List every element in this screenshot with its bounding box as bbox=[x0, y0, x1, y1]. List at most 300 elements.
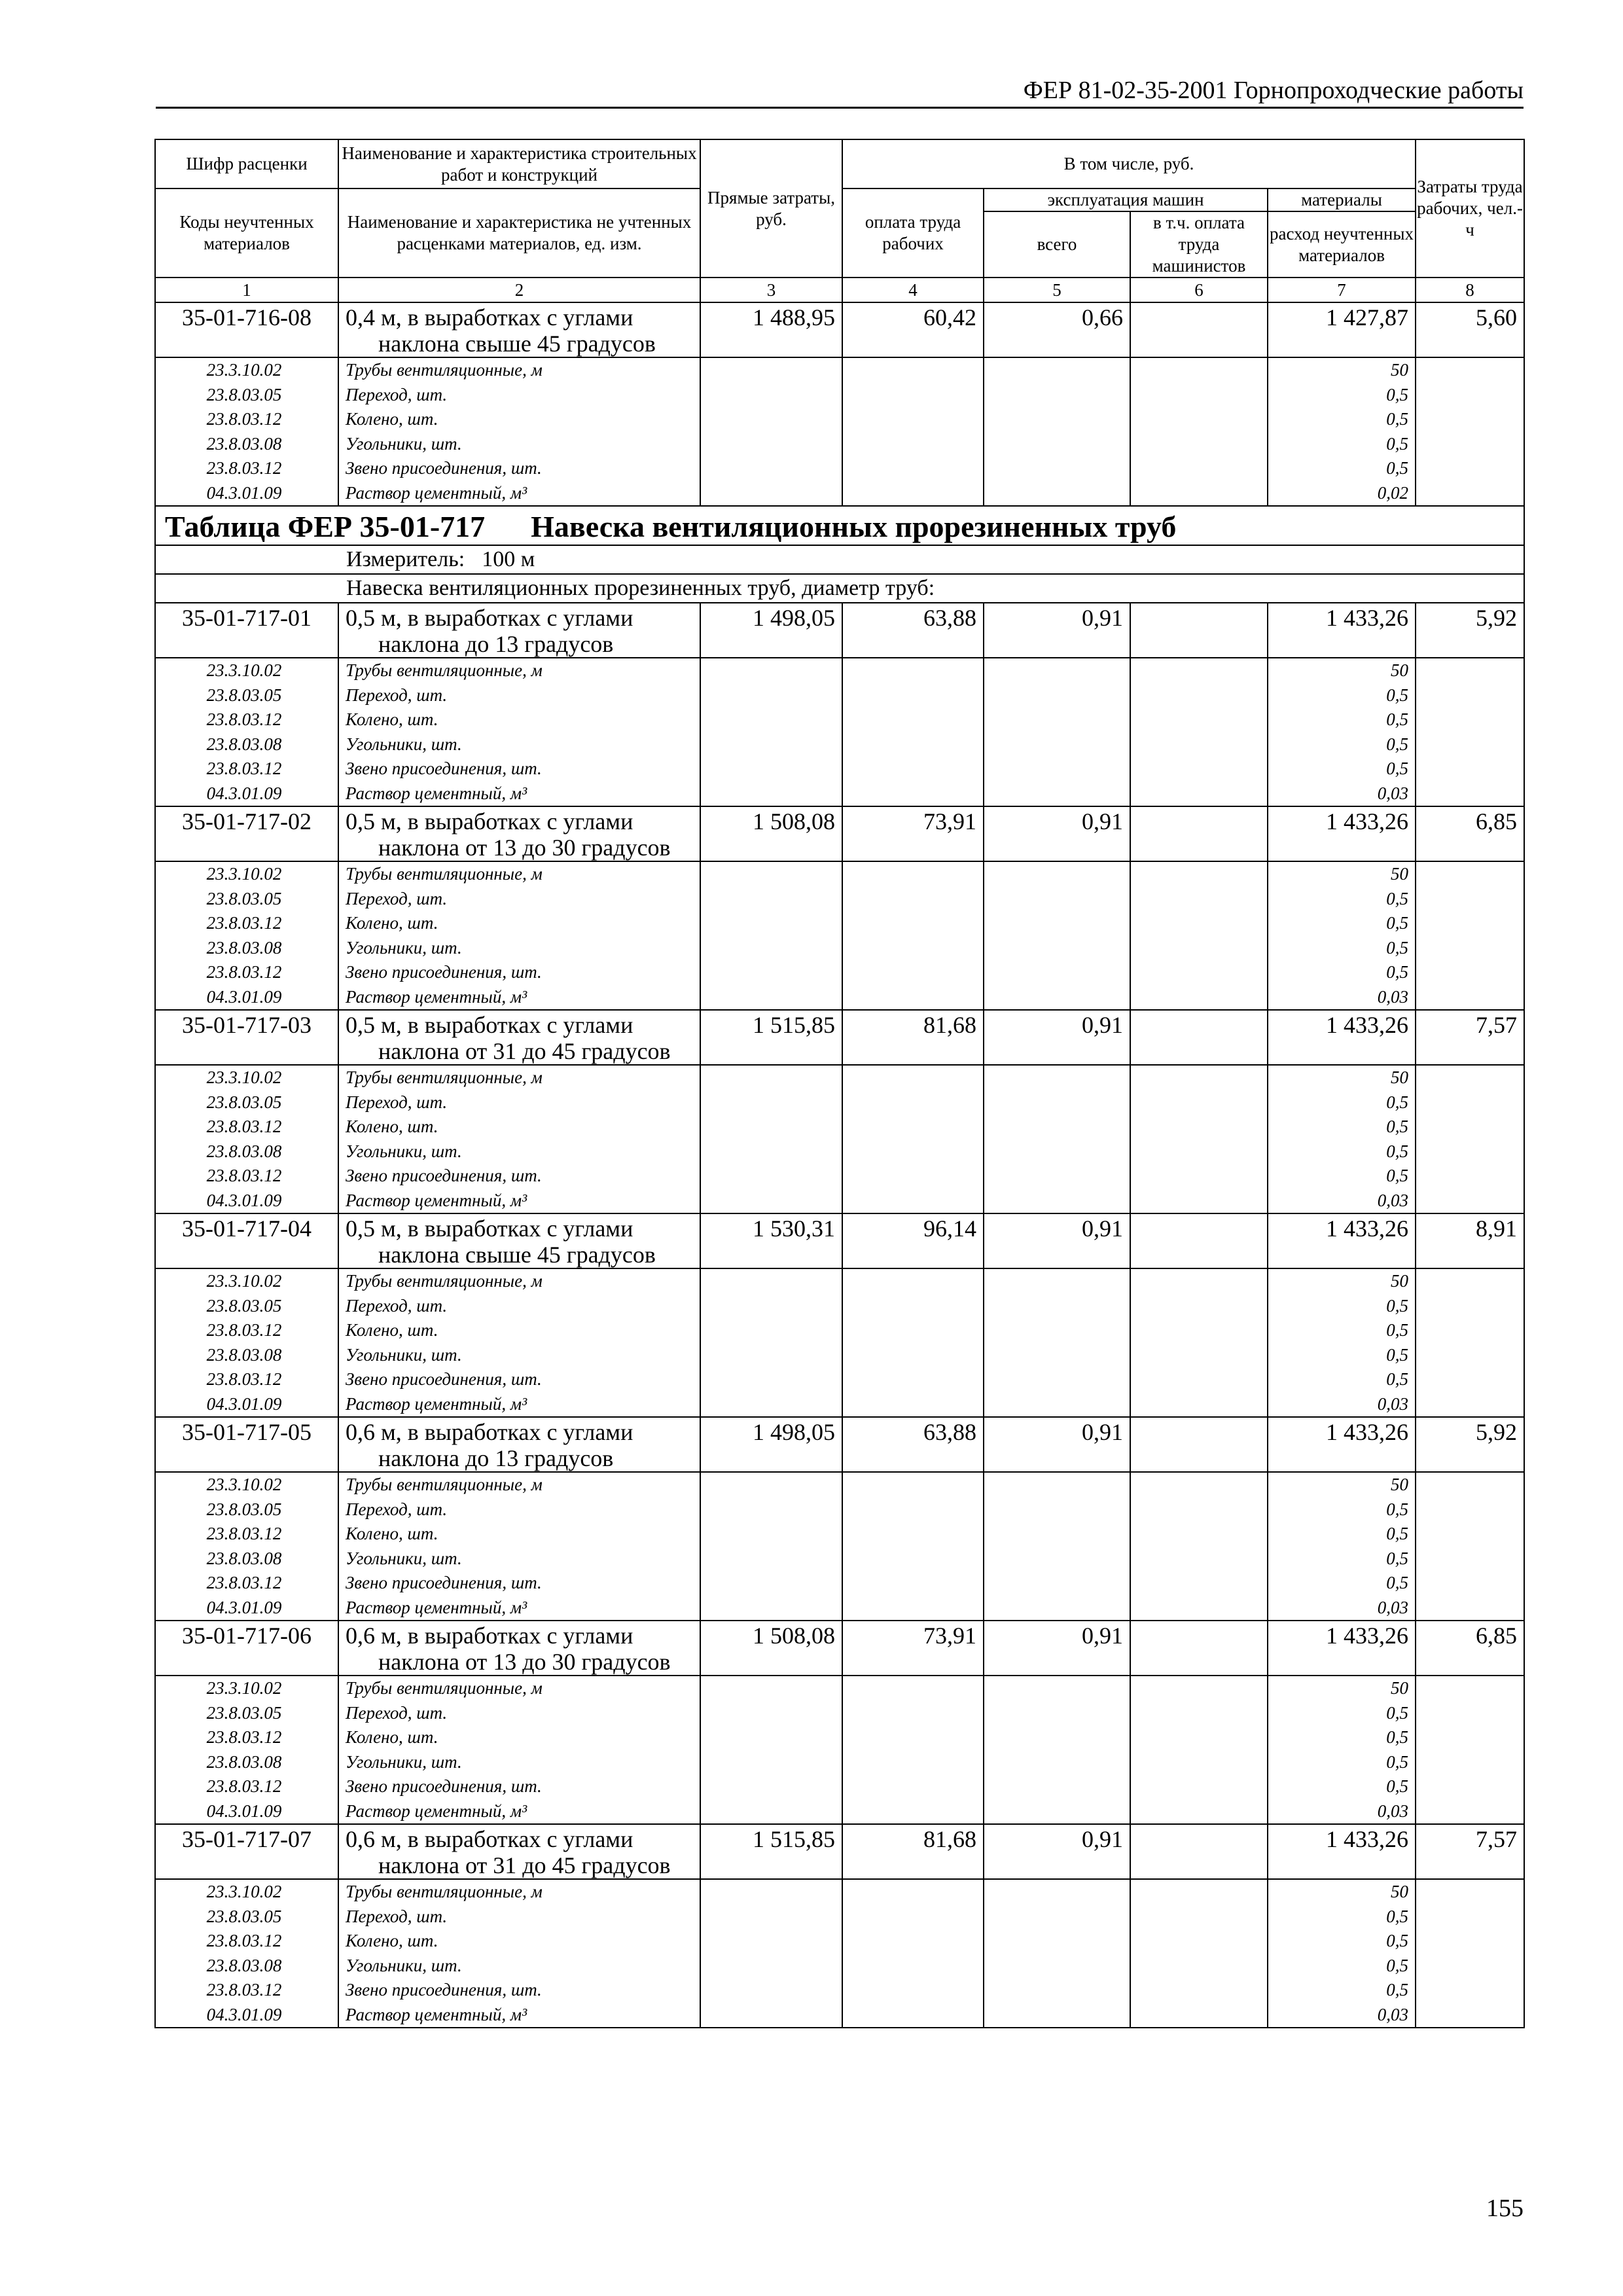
material-code: 23.8.03.05 bbox=[206, 685, 282, 705]
machine-cost: 0,91 bbox=[984, 806, 1130, 861]
empty-cell bbox=[842, 1472, 984, 1621]
material-qty: 0,5 bbox=[1386, 962, 1409, 982]
labor-hours: 7,57 bbox=[1416, 1824, 1524, 1879]
material-qty: 50 bbox=[1391, 660, 1409, 680]
empty-cell bbox=[842, 1879, 984, 2028]
material-name: Звено присоединения, шт. bbox=[346, 962, 542, 982]
rate-description: 0,5 м, в выработках с углами наклона до 13 градусов bbox=[338, 603, 700, 658]
direct-cost: 1 515,85 bbox=[700, 1010, 842, 1065]
rate-row bbox=[155, 302, 1524, 357]
rate-description: 0,6 м, в выработках с углами наклона до 13 градусов bbox=[338, 1417, 700, 1472]
empty-cell bbox=[1416, 1065, 1524, 1213]
material-code: 23.8.03.05 bbox=[206, 1295, 282, 1316]
material-name: Колено, шт. bbox=[346, 1117, 438, 1136]
empty-cell bbox=[1130, 1268, 1268, 1417]
material-names bbox=[338, 1879, 700, 2028]
material-cost: 1 433,26 bbox=[1268, 1417, 1416, 1472]
direct-cost: 1 530,31 bbox=[700, 1213, 842, 1268]
col-direct-header: Прямые затраты, руб. bbox=[700, 139, 842, 278]
labor-cost: 73,91 bbox=[842, 806, 984, 861]
material-code: 23.8.03.12 bbox=[206, 1117, 282, 1136]
empty-cell bbox=[984, 357, 1130, 506]
material-name: Переход, шт. bbox=[346, 1092, 448, 1112]
material-name: Угольники, шт. bbox=[346, 1548, 462, 1568]
material-name: Угольники, шт. bbox=[346, 937, 462, 958]
material-codes bbox=[155, 658, 338, 806]
labor-cost: 63,88 bbox=[842, 1417, 984, 1472]
price-table bbox=[154, 139, 1525, 2028]
direct-cost: 1 508,08 bbox=[700, 806, 842, 861]
material-quantities bbox=[1268, 1879, 1416, 2028]
material-name: Звено присоединения, шт. bbox=[346, 759, 542, 778]
material-name: Раствор цементный, м³ bbox=[346, 1801, 527, 1821]
material-code: 04.3.01.09 bbox=[206, 482, 282, 503]
rate-code: 35-01-716-08 bbox=[155, 302, 338, 357]
column-index-cell: 1 bbox=[155, 278, 338, 302]
material-code: 23.8.03.12 bbox=[206, 458, 282, 478]
material-list-row bbox=[155, 1472, 1524, 1621]
rate-description: 0,5 м, в выработках с углами наклона от 31 до 45 градусов bbox=[338, 1010, 700, 1065]
material-qty: 50 bbox=[1391, 1678, 1409, 1698]
material-qty: 50 bbox=[1391, 1475, 1409, 1494]
col-group-header: В том числе, руб. bbox=[842, 139, 1416, 188]
material-name: Раствор цементный, м³ bbox=[346, 1597, 527, 1617]
empty-cell bbox=[984, 861, 1130, 1010]
material-name: Звено присоединения, шт. bbox=[346, 1166, 542, 1185]
material-cost: 1 433,26 bbox=[1268, 806, 1416, 861]
material-code: 23.3.10.02 bbox=[206, 1882, 282, 1901]
material-cost: 1 433,26 bbox=[1268, 1213, 1416, 1268]
material-name: Колено, шт. bbox=[346, 409, 438, 429]
labor-hours: 5,60 bbox=[1416, 302, 1524, 357]
empty-cell bbox=[155, 545, 338, 574]
material-codes bbox=[155, 1879, 338, 2028]
material-name: Звено присоединения, шт. bbox=[346, 1369, 542, 1389]
material-qty: 50 bbox=[1391, 360, 1409, 380]
material-list-row bbox=[155, 1879, 1524, 2028]
material-code: 23.8.03.12 bbox=[206, 1369, 282, 1389]
material-qty: 0,5 bbox=[1386, 913, 1409, 933]
material-qty: 0,5 bbox=[1386, 759, 1409, 778]
material-code: 23.3.10.02 bbox=[206, 1271, 282, 1291]
material-code: 23.8.03.08 bbox=[206, 1955, 282, 1975]
col-name-header: Наименование и характеристика строительных работ и конструкций bbox=[338, 139, 700, 188]
labor-cost: 96,14 bbox=[842, 1213, 984, 1268]
material-cost: 1 433,26 bbox=[1268, 1824, 1416, 1879]
material-qty: 0,5 bbox=[1386, 1776, 1409, 1796]
material-name: Раствор цементный, м³ bbox=[346, 2004, 527, 2024]
empty-cell bbox=[984, 658, 1130, 806]
direct-cost: 1 515,85 bbox=[700, 1824, 842, 1879]
material-name: Переход, шт. bbox=[346, 1295, 448, 1316]
material-qty: 0,5 bbox=[1386, 1573, 1409, 1592]
material-qty: 0,5 bbox=[1386, 1980, 1409, 2000]
material-qty: 0,5 bbox=[1386, 888, 1409, 908]
empty-cell bbox=[842, 1268, 984, 1417]
material-code: 23.8.03.12 bbox=[206, 409, 282, 429]
meter-label: Измеритель: bbox=[346, 547, 465, 571]
rate-description: 0,5 м, в выработках с углами наклона от 13 до 30 градусов bbox=[338, 806, 700, 861]
material-code: 04.3.01.09 bbox=[206, 986, 282, 1007]
material-name: Колено, шт. bbox=[346, 1727, 438, 1747]
material-name: Звено присоединения, шт. bbox=[346, 1573, 542, 1592]
header-rule bbox=[156, 107, 1524, 109]
material-names bbox=[338, 1268, 700, 1417]
material-qty: 0,03 bbox=[1377, 783, 1409, 803]
material-qty: 0,5 bbox=[1386, 1369, 1409, 1389]
material-qty: 0,5 bbox=[1386, 1727, 1409, 1747]
empty-cell bbox=[984, 1065, 1130, 1213]
material-code: 23.8.03.12 bbox=[206, 1980, 282, 2000]
material-name: Трубы вентиляционные, м bbox=[346, 1271, 543, 1291]
column-index-cell: 8 bbox=[1416, 278, 1524, 302]
section-code: Таблица ФЕР 35-01-717 bbox=[165, 510, 486, 543]
rate-description: 0,5 м, в выработках с углами наклона свыше 45 градусов bbox=[338, 1213, 700, 1268]
rate-row bbox=[155, 806, 1524, 861]
rate-row bbox=[155, 1213, 1524, 1268]
material-qty: 0,5 bbox=[1386, 384, 1409, 404]
material-name: Колено, шт. bbox=[346, 1320, 438, 1340]
material-name: Звено присоединения, шт. bbox=[346, 1980, 542, 2000]
machine-operator-cost bbox=[1130, 806, 1268, 861]
labor-cost: 81,68 bbox=[842, 1824, 984, 1879]
material-quantities bbox=[1268, 861, 1416, 1010]
labor-hours: 6,85 bbox=[1416, 1621, 1524, 1676]
rate-code: 35-01-717-04 bbox=[155, 1213, 338, 1268]
rate-row bbox=[155, 1824, 1524, 1879]
empty-cell bbox=[842, 1676, 984, 1824]
rate-description: 0,4 м, в выработках с углами наклона свыше 45 градусов bbox=[338, 302, 700, 357]
material-qty: 0,03 bbox=[1377, 2004, 1409, 2024]
material-name: Трубы вентиляционные, м bbox=[346, 864, 543, 884]
rate-row bbox=[155, 1010, 1524, 1065]
material-name: Трубы вентиляционные, м bbox=[346, 660, 543, 680]
material-qty: 50 bbox=[1391, 1067, 1409, 1087]
material-name: Угольники, шт. bbox=[346, 433, 462, 454]
material-name: Раствор цементный, м³ bbox=[346, 1190, 527, 1210]
material-name: Угольники, шт. bbox=[346, 734, 462, 754]
material-code: 23.8.03.05 bbox=[206, 1702, 282, 1723]
empty-cell bbox=[842, 658, 984, 806]
column-index-cell: 6 bbox=[1130, 278, 1268, 302]
material-qty: 50 bbox=[1391, 1271, 1409, 1291]
material-code: 23.8.03.05 bbox=[206, 1906, 282, 1926]
col-mach-operators-header: в т.ч. оплата труда машинистов bbox=[1130, 211, 1268, 278]
material-name: Трубы вентиляционные, м bbox=[346, 1882, 543, 1901]
empty-cell bbox=[700, 1268, 842, 1417]
material-qty: 0,5 bbox=[1386, 1344, 1409, 1365]
material-qty: 0,5 bbox=[1386, 1092, 1409, 1112]
material-name: Колено, шт. bbox=[346, 1931, 438, 1950]
empty-cell bbox=[1130, 861, 1268, 1010]
material-qty: 0,5 bbox=[1386, 1166, 1409, 1185]
empty-cell bbox=[700, 1879, 842, 2028]
material-quantities bbox=[1268, 1676, 1416, 1824]
material-name: Трубы вентиляционные, м bbox=[346, 1678, 543, 1698]
material-qty: 0,5 bbox=[1386, 1931, 1409, 1950]
material-codes bbox=[155, 1472, 338, 1621]
col-labor-header: оплата труда рабочих bbox=[842, 188, 984, 278]
labor-hours: 6,85 bbox=[1416, 806, 1524, 861]
col-code-header: Шифр расценки bbox=[155, 139, 338, 188]
material-qty: 0,03 bbox=[1377, 1597, 1409, 1617]
material-name: Раствор цементный, м³ bbox=[346, 986, 527, 1007]
material-name: Раствор цементный, м³ bbox=[346, 482, 527, 503]
material-code: 23.8.03.12 bbox=[206, 1776, 282, 1796]
direct-cost: 1 488,95 bbox=[700, 302, 842, 357]
empty-cell bbox=[1416, 1472, 1524, 1621]
material-codes bbox=[155, 1065, 338, 1213]
material-names bbox=[338, 1472, 700, 1621]
material-code: 23.8.03.12 bbox=[206, 709, 282, 729]
material-list-row bbox=[155, 861, 1524, 1010]
column-index-cell: 3 bbox=[700, 278, 842, 302]
empty-cell bbox=[700, 357, 842, 506]
material-codes bbox=[155, 861, 338, 1010]
section-intro: Навеска вентиляционных прорезиненных труб, диаметр труб: bbox=[338, 574, 1524, 603]
material-name: Трубы вентиляционные, м bbox=[346, 1067, 543, 1087]
material-qty: 0,5 bbox=[1386, 685, 1409, 705]
machine-operator-cost bbox=[1130, 302, 1268, 357]
empty-cell bbox=[700, 1472, 842, 1621]
column-index-row bbox=[155, 278, 1524, 302]
machine-cost: 0,66 bbox=[984, 302, 1130, 357]
rate-code: 35-01-717-01 bbox=[155, 603, 338, 658]
empty-cell bbox=[1130, 357, 1268, 506]
material-code: 23.8.03.05 bbox=[206, 384, 282, 404]
section-intro-row bbox=[155, 574, 1524, 603]
material-code: 23.8.03.08 bbox=[206, 1141, 282, 1161]
material-code: 23.8.03.12 bbox=[206, 962, 282, 982]
material-name: Переход, шт. bbox=[346, 1499, 448, 1519]
rate-row bbox=[155, 1417, 1524, 1472]
material-code: 23.3.10.02 bbox=[206, 1475, 282, 1494]
material-qty: 50 bbox=[1391, 1882, 1409, 1901]
material-qty: 0,5 bbox=[1386, 1906, 1409, 1926]
rate-code: 35-01-717-07 bbox=[155, 1824, 338, 1879]
labor-cost: 63,88 bbox=[842, 603, 984, 658]
empty-cell bbox=[1416, 658, 1524, 806]
material-code: 23.8.03.05 bbox=[206, 1499, 282, 1519]
machine-cost: 0,91 bbox=[984, 603, 1130, 658]
rate-code: 35-01-717-05 bbox=[155, 1417, 338, 1472]
material-name: Трубы вентиляционные, м bbox=[346, 360, 543, 380]
rate-row bbox=[155, 1621, 1524, 1676]
empty-cell bbox=[700, 861, 842, 1010]
empty-cell bbox=[1416, 861, 1524, 1010]
section-name: Навеска вентиляционных прорезиненных труб bbox=[531, 510, 1177, 543]
column-index-cell: 5 bbox=[984, 278, 1130, 302]
rate-description: 0,6 м, в выработках с углами наклона от 31 до 45 градусов bbox=[338, 1824, 700, 1879]
material-cost: 1 433,26 bbox=[1268, 1621, 1416, 1676]
material-name: Колено, шт. bbox=[346, 913, 438, 933]
material-code: 04.3.01.09 bbox=[206, 783, 282, 803]
material-qty: 0,5 bbox=[1386, 1548, 1409, 1568]
material-qty: 0,5 bbox=[1386, 937, 1409, 958]
material-quantities bbox=[1268, 357, 1416, 506]
material-qty: 0,5 bbox=[1386, 1524, 1409, 1543]
material-code: 23.8.03.12 bbox=[206, 913, 282, 933]
material-name: Переход, шт. bbox=[346, 685, 448, 705]
material-name: Угольники, шт. bbox=[346, 1344, 462, 1365]
material-codes bbox=[155, 357, 338, 506]
material-code: 23.8.03.12 bbox=[206, 1931, 282, 1950]
material-list-row bbox=[155, 1268, 1524, 1417]
material-code: 04.3.01.09 bbox=[206, 2004, 282, 2024]
machine-operator-cost bbox=[1130, 1010, 1268, 1065]
empty-cell bbox=[842, 1065, 984, 1213]
material-code: 23.8.03.08 bbox=[206, 734, 282, 754]
material-names bbox=[338, 658, 700, 806]
material-code: 23.3.10.02 bbox=[206, 1067, 282, 1087]
material-qty: 0,5 bbox=[1386, 709, 1409, 729]
labor-hours: 7,57 bbox=[1416, 1010, 1524, 1065]
material-qty: 0,03 bbox=[1377, 1393, 1409, 1414]
material-code: 04.3.01.09 bbox=[206, 1597, 282, 1617]
material-code: 23.3.10.02 bbox=[206, 1678, 282, 1698]
machine-cost: 0,91 bbox=[984, 1213, 1130, 1268]
empty-cell bbox=[700, 658, 842, 806]
material-qty: 0,5 bbox=[1386, 734, 1409, 754]
material-name: Раствор цементный, м³ bbox=[346, 1393, 527, 1414]
labor-hours: 5,92 bbox=[1416, 603, 1524, 658]
empty-cell bbox=[842, 861, 984, 1010]
material-qty: 0,5 bbox=[1386, 1702, 1409, 1723]
material-codes bbox=[155, 1268, 338, 1417]
material-name: Звено присоединения, шт. bbox=[346, 458, 542, 478]
material-code: 23.8.03.12 bbox=[206, 1320, 282, 1340]
direct-cost: 1 508,08 bbox=[700, 1621, 842, 1676]
material-qty: 0,5 bbox=[1386, 458, 1409, 478]
material-qty: 0,5 bbox=[1386, 409, 1409, 429]
material-qty: 0,03 bbox=[1377, 1190, 1409, 1210]
empty-cell bbox=[1130, 1879, 1268, 2028]
machine-cost: 0,91 bbox=[984, 1621, 1130, 1676]
empty-cell bbox=[984, 1879, 1130, 2028]
meter-value: 100 м bbox=[482, 547, 535, 571]
material-code: 23.8.03.12 bbox=[206, 1727, 282, 1747]
direct-cost: 1 498,05 bbox=[700, 603, 842, 658]
material-qty: 0,5 bbox=[1386, 1320, 1409, 1340]
direct-cost: 1 498,05 bbox=[700, 1417, 842, 1472]
labor-cost: 73,91 bbox=[842, 1621, 984, 1676]
material-qty: 50 bbox=[1391, 864, 1409, 884]
material-codes bbox=[155, 1676, 338, 1824]
material-code: 23.3.10.02 bbox=[206, 360, 282, 380]
material-qty: 0,03 bbox=[1377, 1801, 1409, 1821]
material-code: 23.8.03.12 bbox=[206, 1573, 282, 1592]
material-code: 23.8.03.08 bbox=[206, 1344, 282, 1365]
machine-cost: 0,91 bbox=[984, 1010, 1130, 1065]
material-code: 04.3.01.09 bbox=[206, 1801, 282, 1821]
empty-cell bbox=[1416, 1879, 1524, 2028]
col-matname-header: Наименование и характеристика не учтенных расценками материалов, ед. изм. bbox=[338, 188, 700, 278]
material-names bbox=[338, 357, 700, 506]
machine-operator-cost bbox=[1130, 1417, 1268, 1472]
empty-cell bbox=[700, 1065, 842, 1213]
material-quantities bbox=[1268, 1268, 1416, 1417]
material-qty: 0,5 bbox=[1386, 1499, 1409, 1519]
column-index-cell: 4 bbox=[842, 278, 984, 302]
column-index-cell: 7 bbox=[1268, 278, 1416, 302]
material-names bbox=[338, 1065, 700, 1213]
page-header: ФЕР 81-02-35-2001 Горнопроходческие работы bbox=[1023, 77, 1524, 104]
rate-code: 35-01-717-03 bbox=[155, 1010, 338, 1065]
material-name: Звено присоединения, шт. bbox=[346, 1776, 542, 1796]
material-name: Переход, шт. bbox=[346, 384, 448, 404]
empty-cell bbox=[1130, 1676, 1268, 1824]
material-qty: 0,5 bbox=[1386, 1141, 1409, 1161]
material-qty: 0,5 bbox=[1386, 1117, 1409, 1136]
material-list-row bbox=[155, 357, 1524, 506]
material-cost: 1 427,87 bbox=[1268, 302, 1416, 357]
section-title bbox=[155, 506, 1524, 545]
empty-cell bbox=[842, 357, 984, 506]
empty-cell bbox=[1416, 1676, 1524, 1824]
rate-row bbox=[155, 603, 1524, 658]
section-title-row bbox=[155, 506, 1524, 545]
empty-cell bbox=[1130, 1065, 1268, 1213]
col-hours-header: Затраты труда рабочих, чел.-ч bbox=[1416, 139, 1524, 278]
machine-operator-cost bbox=[1130, 1824, 1268, 1879]
empty-cell bbox=[155, 574, 338, 603]
material-quantities bbox=[1268, 658, 1416, 806]
material-name: Колено, шт. bbox=[346, 709, 438, 729]
material-name: Переход, шт. bbox=[346, 1906, 448, 1926]
material-code: 23.8.03.08 bbox=[206, 433, 282, 454]
page-number: 155 bbox=[1486, 2195, 1524, 2222]
empty-cell bbox=[984, 1268, 1130, 1417]
material-name: Трубы вентиляционные, м bbox=[346, 1475, 543, 1494]
material-qty: 0,5 bbox=[1386, 1751, 1409, 1772]
empty-cell bbox=[1416, 1268, 1524, 1417]
col-mach-total-header: всего bbox=[984, 211, 1130, 278]
material-list-row bbox=[155, 1676, 1524, 1824]
column-index-cell: 2 bbox=[338, 278, 700, 302]
material-cost: 1 433,26 bbox=[1268, 1010, 1416, 1065]
material-name: Колено, шт. bbox=[346, 1524, 438, 1543]
material-names bbox=[338, 1676, 700, 1824]
material-names bbox=[338, 861, 700, 1010]
material-code: 23.8.03.05 bbox=[206, 888, 282, 908]
material-code: 04.3.01.09 bbox=[206, 1393, 282, 1414]
material-name: Переход, шт. bbox=[346, 1702, 448, 1723]
material-cost: 1 433,26 bbox=[1268, 603, 1416, 658]
material-code: 23.3.10.02 bbox=[206, 864, 282, 884]
material-code: 23.8.03.08 bbox=[206, 1751, 282, 1772]
machine-operator-cost bbox=[1130, 1213, 1268, 1268]
material-qty: 0,5 bbox=[1386, 433, 1409, 454]
material-name: Угольники, шт. bbox=[346, 1141, 462, 1161]
empty-cell bbox=[1416, 357, 1524, 506]
material-quantities bbox=[1268, 1472, 1416, 1621]
material-code: 23.3.10.02 bbox=[206, 660, 282, 680]
machine-cost: 0,91 bbox=[984, 1824, 1130, 1879]
material-qty: 0,5 bbox=[1386, 1295, 1409, 1316]
empty-cell bbox=[984, 1472, 1130, 1621]
empty-cell bbox=[984, 1676, 1130, 1824]
labor-cost: 60,42 bbox=[842, 302, 984, 357]
labor-hours: 8,91 bbox=[1416, 1213, 1524, 1268]
material-code: 04.3.01.09 bbox=[206, 1190, 282, 1210]
empty-cell bbox=[1130, 1472, 1268, 1621]
machine-operator-cost bbox=[1130, 1621, 1268, 1676]
rate-description: 0,6 м, в выработках с углами наклона от 13 до 30 градусов bbox=[338, 1621, 700, 1676]
material-code: 23.8.03.12 bbox=[206, 1166, 282, 1185]
material-code: 23.8.03.12 bbox=[206, 759, 282, 778]
col-materials-header: материалы bbox=[1268, 188, 1416, 211]
material-list-row bbox=[155, 1065, 1524, 1213]
